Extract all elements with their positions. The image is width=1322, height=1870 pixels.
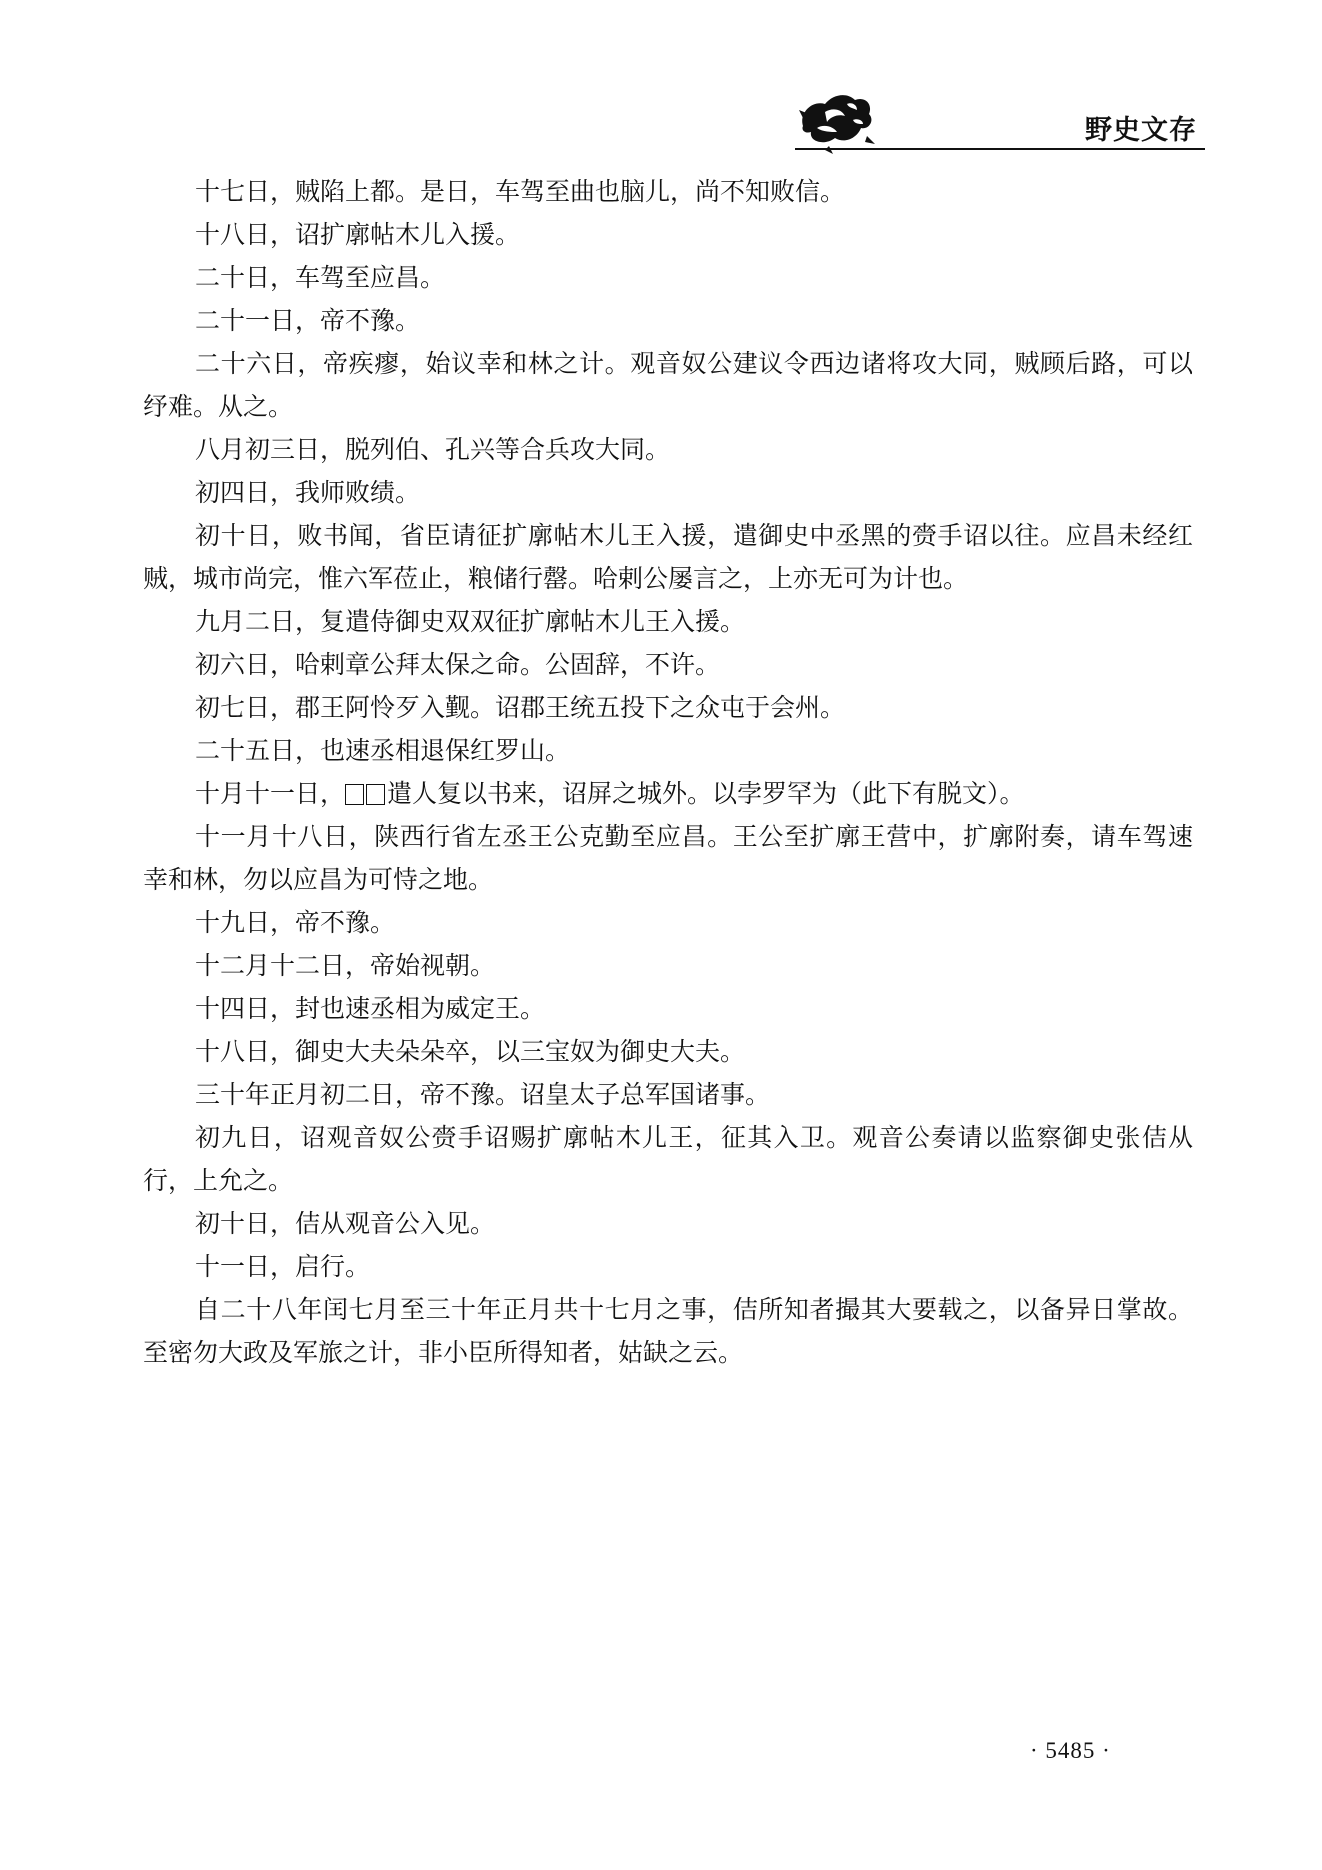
paragraph: 二十五日，也速丞相退保红罗山。	[195, 736, 571, 765]
paragraph: 十四日，封也速丞相为威定王。	[195, 994, 546, 1023]
paragraph: 十九日，帝不豫。	[195, 908, 396, 937]
paragraph: 初六日，哈剌章公拜太保之命。公固辞，不许。	[195, 650, 721, 679]
paragraph-date: 十月十一日，	[195, 779, 346, 808]
paragraph: 二十一日，帝不豫。	[195, 306, 421, 335]
paragraph: 三十年正月初二日，帝不豫。诏皇太子总军国诸事。	[195, 1080, 771, 1109]
paragraph: 初七日，郡王阿怜歹入觐。诏郡王统五投下之众屯于会州。	[195, 693, 846, 722]
paragraph: 初十日，败书闻，省臣请征扩廓帖木儿王入援，遣御史中丞黑的赍手诏以往。应昌未经红贼，城市尚完，惟六军莅止，粮储行罄。哈剌公屡言之，上亦无可为计也。	[143, 521, 1193, 593]
paragraph: 初四日，我师败绩。	[195, 478, 421, 507]
paragraph: 十七日，贼陷上都。是日，车驾至曲也脑儿，尚不知败信。	[195, 177, 846, 206]
paragraph: 十八日，诏扩廓帖木儿入援。	[195, 220, 521, 249]
paragraph-text: 遣人复以书来，诏屏之城外。以孛罗罕为（此下有脱文）。	[387, 779, 1025, 808]
document-body	[143, 170, 1193, 1374]
running-header	[795, 86, 1205, 156]
paragraph: 二十日，车驾至应昌。	[195, 263, 446, 292]
header-rule	[795, 148, 1205, 150]
dragon-emblem-icon	[795, 86, 877, 154]
paragraph: 十二月十二日，帝始视朝。	[195, 951, 496, 980]
paragraph: 八月初三日，脱列伯、孔兴等合兵攻大同。	[195, 435, 671, 464]
paragraph: 十八日，御史大夫朵朵卒，以三宝奴为御史大夫。	[195, 1037, 746, 1066]
paragraph: 二十六日，帝疾瘳，始议幸和林之计。观音奴公建议令西边诸将攻大同，贼顾后路，可以纾难。从之。	[143, 349, 1193, 421]
lacuna-box-icon	[366, 784, 385, 805]
paragraph: 十一日，启行。	[195, 1252, 371, 1281]
lacuna-box-icon	[345, 784, 364, 805]
paragraph: 初十日，佶从观音公入见。	[195, 1209, 496, 1238]
paragraph: 初九日，诏观音奴公赍手诏赐扩廓帖木儿王，征其入卫。观音公奏请以监察御史张佶从行，上允之。	[143, 1123, 1193, 1195]
paragraph: 自二十八年闰七月至三十年正月共十七月之事，佶所知者撮其大要载之，以备异日掌故。至密勿大政及军旅之计，非小臣所得知者，姑缺之云。	[143, 1295, 1193, 1367]
paragraph	[143, 772, 1193, 815]
paragraph: 九月二日，复遣侍御史双双征扩廓帖木儿王入援。	[195, 607, 746, 636]
page-number: · 5485 ·	[1030, 1738, 1111, 1763]
paragraph: 十一月十八日，陕西行省左丞王公克勤至应昌。王公至扩廓王营中，扩廓附奏，请车驾速幸和林，勿以应昌为可恃之地。	[143, 822, 1193, 894]
header-title: 野史文存	[1085, 115, 1197, 146]
